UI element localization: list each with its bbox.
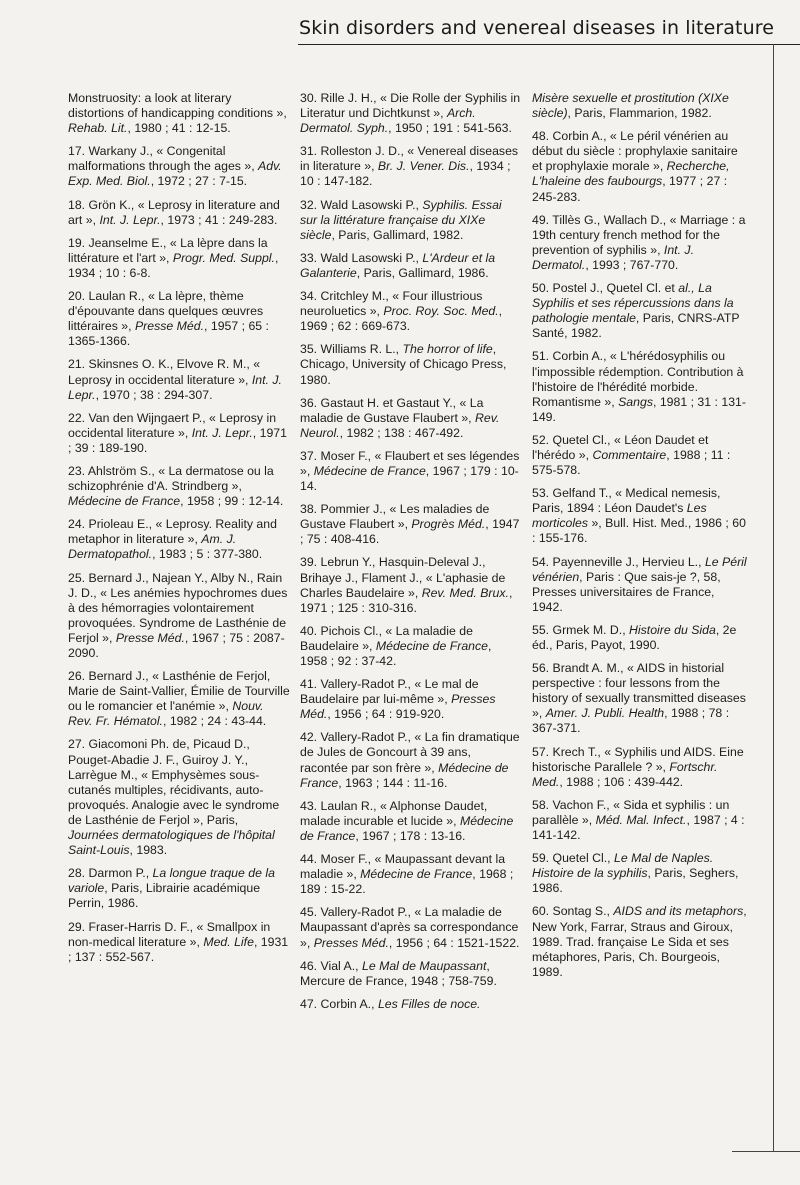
header-rule	[298, 44, 800, 45]
reference-text: 29. Fraser-Harris D. F., « Smallpox in non-medical literature »,	[68, 919, 271, 949]
reference-text: 50. Postel J., Quetel Cl. et	[532, 281, 679, 296]
reference-text: 42. Vallery-Radot P., « La fin dramatique de Jules de Goncourt à 39 ans, racontée par son frère »,	[300, 730, 520, 775]
reference-text: 57. Krech T., « Syphilis und AIDS. Eine historische Parallele ? »,	[532, 744, 744, 774]
reference-source-italic: Nouv. Rev. Fr. Hématol.	[68, 699, 264, 729]
reference-text: 48. Corbin A., « Le péril vénérien au début du siècle : prophylaxie sanitaire et prophylaxie morale »,	[532, 129, 738, 174]
reference-source-italic: Le Mal de Maupassant	[361, 958, 487, 973]
reference-source-italic: Médecine de France	[375, 638, 488, 653]
reference-text: 28. Darmon P.,	[68, 866, 153, 881]
reference-details: , Chicago, University of Chicago Press, 1980.	[300, 342, 507, 387]
reference-source-italic: Les Filles de noce.	[377, 996, 481, 1011]
reference-text: 40. Pichois Cl., « La maladie de Baudelaire »,	[300, 623, 473, 653]
reference-source-italic: Méd. Mal. Infect.	[595, 812, 687, 827]
reference-details: , 1988 ; 106 : 439-442.	[559, 774, 684, 789]
reference-details: , Paris, Gallimard, 1982.	[331, 227, 464, 242]
reference-source-italic: Médecine de France	[68, 494, 181, 509]
reference-entry	[532, 486, 747, 546]
reference-entry	[532, 555, 747, 615]
reference-source-italic: Misère sexuelle et prostitution (XIXe siècle)	[532, 91, 729, 121]
reference-details: , 1934 ; 10 : 147-182.	[300, 159, 511, 189]
reference-details: , 1967 ; 178 : 13-16.	[355, 828, 466, 843]
reference-details: , 1988 ; 11 : 575-578.	[532, 447, 731, 478]
reference-source-italic: Int. J. Dermatol.	[532, 242, 694, 272]
reference-details: , 1969 ; 62 : 669-673.	[300, 304, 503, 334]
reference-entry	[300, 730, 522, 790]
reference-source-italic: La longue traque de la variole	[68, 866, 275, 896]
reference-entry	[300, 502, 522, 547]
reference-source-italic: Presse Méd.	[134, 319, 205, 334]
reference-source-italic: Fortschr. Med.	[532, 759, 718, 789]
reference-text: 32. Wald Lasowski P.,	[300, 197, 423, 212]
reference-text: 18. Grön K., « Leprosy in literature and art »,	[68, 197, 280, 227]
reference-details: , 1973 ; 41 : 249-283.	[160, 212, 278, 227]
reference-entry	[300, 905, 522, 950]
reference-source-italic: Presses Méd.	[313, 935, 389, 950]
reference-source-italic: Le Péril vénérien	[532, 554, 747, 584]
reference-source-italic: Progr. Med. Suppl.	[172, 250, 275, 265]
reference-text: 59. Quetel Cl.,	[532, 851, 615, 866]
reference-text: 53. Gelfand T., « Medical nemesis, Paris, 1894 : Léon Daudet's	[532, 486, 721, 516]
reference-text: 22. Van den Wijngaert P., « Leprosy in occidental literature »,	[68, 410, 277, 440]
reference-entry	[300, 91, 522, 136]
reference-source-italic: The horror of life	[402, 342, 493, 357]
reference-details: , 1968 ; 189 : 15-22.	[300, 867, 514, 897]
reference-text: 33. Wald Lasowski P.,	[300, 250, 423, 265]
reference-text: 36. Gastaut H. et Gastaut Y., « La maladie de Gustave Flaubert »,	[300, 395, 484, 425]
reference-details: , 1931 ; 137 : 552-567.	[68, 934, 289, 964]
reference-source-italic: Presses Méd.	[300, 692, 496, 722]
reference-text: 45. Vallery-Radot P., « La maladie de Maupassant d'après sa correspondance »,	[300, 905, 519, 950]
reference-source-italic: Le Mal de Naples. Histoire de la syphilis	[532, 851, 714, 881]
reference-details: , 1963 ; 144 : 11-16.	[338, 775, 448, 790]
reference-text: 58. Vachon F., « Sida et syphilis : un parallèle »,	[532, 797, 730, 827]
reference-entry	[300, 289, 522, 334]
reference-source-italic: Les morticoles	[532, 501, 707, 531]
reference-details: », Bull. Hist. Med., 1986 ; 60 : 155-176.	[532, 516, 746, 546]
reference-text: 35. Williams R. L.,	[300, 342, 403, 357]
reference-source-italic: L'Ardeur et la Galanterie	[300, 250, 496, 280]
reference-source-italic: Int. J. Lepr.	[191, 425, 253, 440]
reference-text: 26. Bernard J., « Lasthénie de Ferjol, Marie de Saint-Vallier, Émilie de Tourville ou le romancier et l'anémie »,	[68, 669, 290, 714]
reference-details: , 1981 ; 31 : 131-149.	[532, 394, 746, 424]
reference-text: 47. Corbin A.,	[300, 996, 378, 1011]
reference-text: 52. Quetel Cl., « Léon Daudet et l'hérédo »,	[532, 432, 709, 462]
reference-entry	[300, 198, 522, 243]
reference-entry	[68, 737, 290, 858]
reference-source-italic: Progrès Méd.	[411, 517, 486, 532]
reference-source-italic: Med. Life	[203, 934, 254, 949]
reference-entry	[300, 959, 522, 989]
reference-source-italic: Médecine de France	[300, 760, 509, 790]
reference-entry	[68, 411, 290, 456]
reference-details: , New York, Farrar, Straus and Giroux, 1989. Trad. française Le Sida et ses métaphores, Paris, Ch. Bourgeois, 1989.	[532, 904, 747, 979]
reference-entry	[68, 571, 290, 662]
running-header: Skin disorders and venereal diseases in literature	[299, 17, 774, 39]
reference-entry	[300, 342, 522, 387]
reference-source-italic: Rev. Med. Brux.	[421, 585, 509, 600]
reference-text: 41. Vallery-Radot P., « Le mal de Baudelaire par lui-même »,	[300, 677, 479, 707]
reference-entry	[300, 144, 522, 189]
reference-text: Monstruosity: a look at literary distortions of handicapping conditions »,	[68, 91, 287, 121]
reference-entry	[68, 866, 290, 911]
reference-text: 27. Giacomoni Ph. de, Picaud D., Pouget-Abadie J. F., Guiroy J. Y., Larrègue M., « Emphysèmes sous-cutanés multiples, récidivants, auto-provoqués. Analogie avec le syndrome de Lasthénie de Ferjol », Paris,	[68, 737, 280, 827]
reference-details: , 1967 ; 75 : 2087-2090.	[68, 630, 285, 660]
reference-column-3	[532, 91, 747, 988]
reference-text: 60. Sontag S.,	[532, 904, 614, 919]
reference-entry	[532, 349, 747, 424]
reference-entry	[300, 449, 522, 494]
reference-source-italic: Rehab. Lit.	[68, 121, 128, 136]
reference-details: , 1993 ; 767-770.	[585, 257, 679, 272]
reference-entry	[300, 799, 522, 844]
reference-source-italic: Sangs	[618, 394, 653, 409]
reference-text: 49. Tillès G., Wallach D., « Marriage : a 19th century french method for the prevention of syphilis »,	[532, 212, 746, 257]
reference-entry	[532, 433, 747, 478]
reference-source-italic: Médecine de France	[300, 813, 514, 843]
reference-entry	[532, 213, 747, 273]
reference-entry	[300, 396, 522, 441]
reference-source-italic: Presse Méd.	[115, 630, 185, 645]
reference-source-italic: Journées dermatologiques de l'hôpital Saint-Louis	[68, 828, 275, 858]
reference-entry	[300, 624, 522, 669]
reference-text: 24. Prioleau E., « Leprosy. Reality and metaphor in literature »,	[68, 517, 277, 547]
reference-details: , Paris, Flammarion, 1982.	[567, 106, 712, 121]
reference-entry	[68, 144, 290, 189]
footer-rule	[732, 1151, 800, 1152]
reference-entry	[68, 357, 290, 402]
reference-details: , 1988 ; 78 : 367-371.	[532, 706, 730, 736]
reference-entry	[68, 198, 290, 228]
reference-details: , 1958 ; 99 : 12-14.	[180, 494, 284, 509]
reference-details: , Paris, Gallimard, 1986.	[356, 265, 489, 280]
reference-entry	[68, 920, 290, 965]
reference-source-italic: Histoire du Sida	[629, 622, 716, 637]
reference-details: , 1982 ; 24 : 43-44.	[162, 714, 267, 729]
reference-details: , 1972 ; 27 : 7-15.	[150, 174, 248, 189]
reference-source-italic: Médecine de France	[360, 867, 473, 882]
reference-details: , Paris : Que sais-je ?, 58, Presses universitaires de France, 1942.	[532, 569, 721, 614]
reference-entry	[68, 91, 290, 136]
reference-text: 37. Moser F., « Flaubert et ses légendes »,	[300, 448, 520, 478]
reference-text: 31. Rolleston J. D., « Venereal diseases in literature »,	[300, 144, 519, 174]
reference-text: 21. Skinsnes O. K., Elvove R. M., « Leprosy in occidental literature »,	[68, 357, 261, 387]
reference-entry	[68, 464, 290, 509]
reference-entry	[300, 251, 522, 281]
reference-details: , 1956 ; 64 : 1521-1522.	[388, 935, 520, 950]
reference-details: , Paris, CNRS-ATP Santé, 1982.	[532, 311, 740, 341]
reference-text: 54. Payenneville J., Hervieu L.,	[532, 554, 705, 569]
reference-details: , Paris, Librairie académique Perrin, 1986.	[68, 881, 261, 911]
reference-column-2	[300, 91, 522, 1020]
reference-entry	[68, 669, 290, 729]
reference-text: 30. Rille J. H., « Die Rolle der Syphilis in Literatur und Dichtkunst »,	[300, 91, 521, 121]
reference-text: 39. Lebrun Y., Hasquin-Deleval J., Brihaye J., Flament J., « L'aphasie de Charles Baudelaire »,	[300, 555, 506, 600]
reference-details: , 1957 ; 65 : 1365-1366.	[68, 319, 269, 349]
reference-text: 25. Bernard J., Najean Y., Alby N., Rain J. D., « Les anémies hypochromes dues à des hémorragies volontairement provoquées. Syndrome de Lasthénie de Ferjol »,	[68, 570, 288, 645]
reference-details: , 1971 ; 39 : 189-190.	[68, 425, 287, 455]
reference-text: 56. Brandt A. M., « AIDS in historial perspective : four lessons from the history of sexually transmitted diseases »,	[532, 661, 746, 721]
reference-details: , Paris, Seghers, 1986.	[532, 866, 739, 896]
reference-column-1	[68, 91, 290, 973]
reference-entry	[532, 129, 747, 204]
reference-entry	[300, 677, 522, 722]
reference-text: 51. Corbin A., « L'hérédosyphilis ou l'impossible rédemption. Contribution à l'histoire de l'hérédité morbide. Romantisme »,	[532, 349, 744, 409]
reference-text: 20. Laulan R., « La lèpre, thème d'épouvante dans quelques œuvres littéraires »,	[68, 289, 264, 334]
reference-source-italic: Adv. Exp. Med. Biol.	[68, 159, 282, 189]
reference-source-italic: Amer. J. Publi. Health	[545, 706, 665, 721]
reference-source-italic: Int. J. Lepr.	[68, 372, 282, 402]
reference-source-italic: Syphilis. Essai sur la littérature française du XIXe siècle	[300, 197, 502, 242]
reference-details: , 1987 ; 4 : 141-142.	[532, 812, 745, 843]
reference-source-italic: Proc. Roy. Soc. Med.	[383, 304, 499, 319]
reference-text: 23. Ahlström S., « La dermatose ou la schizophrénie d'A. Strindberg »,	[68, 463, 274, 494]
reference-entry	[532, 281, 747, 341]
reference-source-italic: Am. J. Dermatopathol.	[68, 532, 237, 562]
reference-source-italic: Recherche, L'haleine des faubourgs	[532, 159, 730, 189]
reference-text: 17. Warkany J., « Congenital malformations through the ages »,	[68, 144, 259, 174]
reference-source-italic: al., La Syphilis et ses répercussions dans la pathologie mentale	[532, 281, 734, 326]
reference-source-italic: AIDS and its metaphors	[613, 904, 744, 919]
reference-details: , 1982 ; 138 : 467-492.	[339, 425, 464, 440]
reference-entry	[532, 745, 747, 790]
reference-details: , 1950 ; 191 : 541-563.	[388, 121, 512, 136]
reference-entry	[532, 798, 747, 843]
reference-source-italic: Br. J. Vener. Dis.	[377, 159, 470, 174]
reference-details: , Mercure de France, 1948 ; 758-759.	[300, 958, 497, 988]
reference-source-italic: Rev. Neurol.	[300, 410, 500, 440]
reference-entry	[532, 661, 747, 736]
reference-entry	[532, 851, 747, 896]
reference-text: 34. Critchley M., « Four illustrious neuroluetics »,	[300, 289, 483, 319]
reference-details: , 1956 ; 64 : 919-920.	[327, 707, 445, 722]
margin-rule	[773, 44, 774, 1152]
reference-details: , 1934 ; 10 : 6-8.	[68, 250, 279, 280]
reference-details: , 1967 ; 179 : 10-14.	[300, 463, 519, 494]
reference-entry	[68, 236, 290, 281]
reference-text: 43. Laulan R., « Alphonse Daudet, malade incurable et lucide »,	[300, 798, 488, 828]
reference-text: 19. Jeanselme E., « La lèpre dans la littérature et l'art »,	[68, 235, 268, 265]
reference-details: , 1983.	[129, 843, 168, 858]
reference-text: 38. Pommier J., « Les maladies de Gustave Flaubert »,	[300, 502, 490, 532]
reference-details: , 1977 ; 27 : 245-283.	[532, 174, 728, 204]
reference-source-italic: Médecine de France	[313, 463, 426, 478]
reference-details: , 1958 ; 92 : 37-42.	[300, 638, 492, 668]
reference-entry	[532, 904, 747, 979]
reference-entry	[68, 289, 290, 349]
reference-text: 46. Vial A.,	[300, 958, 362, 973]
reference-entry	[300, 852, 522, 897]
reference-text: 55. Grmek M. D.,	[532, 622, 630, 637]
reference-details: , 1971 ; 125 : 310-316.	[300, 585, 513, 615]
reference-details: , 2e éd., Paris, Payot, 1990.	[532, 622, 737, 652]
reference-details: , 1970 ; 38 : 294-307.	[95, 387, 213, 402]
reference-details: , 1947 ; 75 : 408-416.	[300, 517, 520, 547]
reference-source-italic: Arch. Dermatol. Syph.	[300, 106, 476, 136]
reference-text: 44. Moser F., « Maupassant devant la maladie »,	[300, 852, 506, 882]
reference-entry	[68, 517, 290, 562]
reference-entry	[532, 91, 747, 121]
reference-entry	[532, 623, 747, 653]
reference-source-italic: Commentaire	[592, 447, 667, 462]
reference-details: , 1980 ; 41 : 12-15.	[127, 121, 231, 136]
reference-entry	[300, 997, 522, 1012]
reference-source-italic: Int. J. Lepr.	[99, 212, 161, 227]
reference-entry	[300, 555, 522, 615]
reference-details: , 1983 ; 5 : 377-380.	[152, 547, 263, 562]
